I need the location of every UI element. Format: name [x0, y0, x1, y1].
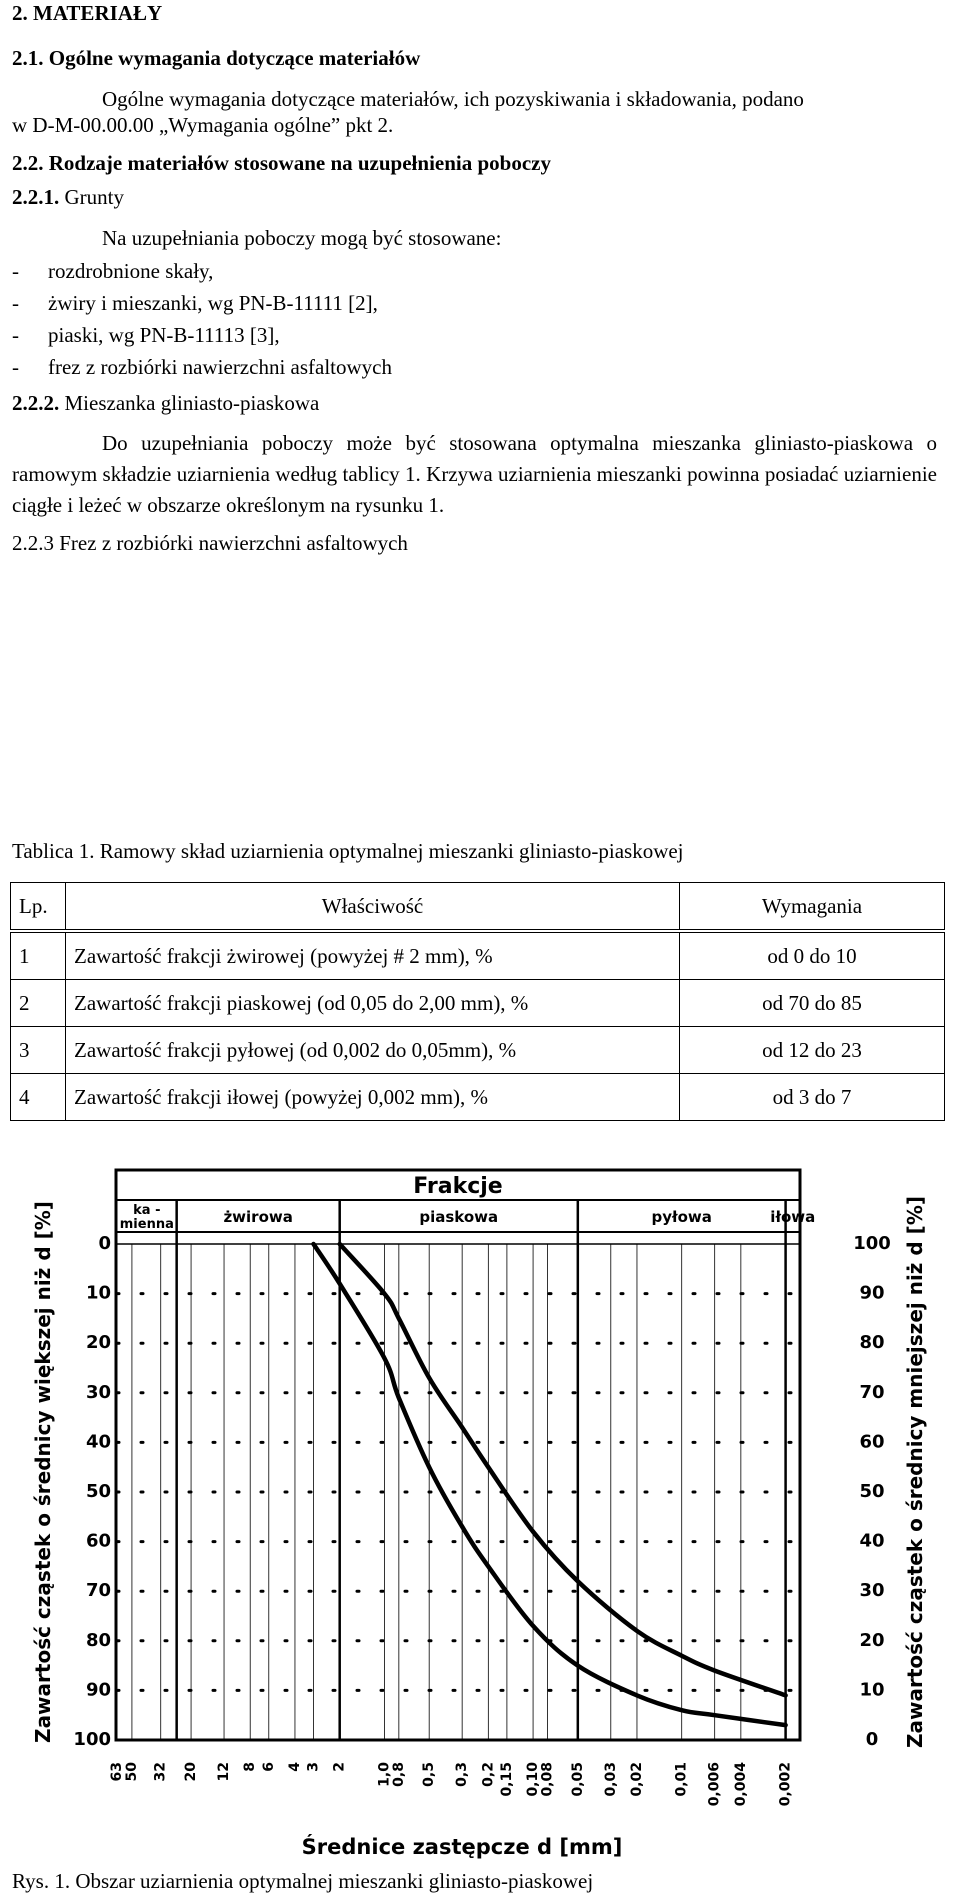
column-header-lp: Lp. — [11, 883, 66, 932]
y-tick-label-right: 100 — [853, 1233, 891, 1254]
section-number: 2.2.2. — [12, 391, 60, 415]
y-axis-title-left: Zawartość cząstek o średnicy większej niż d [%] — [31, 1201, 55, 1743]
list-dash: - — [12, 259, 19, 283]
y-tick-label-right: 30 — [859, 1580, 885, 1602]
x-tick-label: 0,10 — [525, 1762, 542, 1797]
table-cell-lp: 3 — [11, 1027, 66, 1074]
list-item-text: frez z rozbiórki nawierzchni asfaltowych — [48, 355, 392, 379]
table-cell-requirement: od 0 do 10 — [680, 931, 945, 980]
table-cell-property: Zawartość frakcji iłowej (powyżej 0,002 mm), % — [66, 1074, 680, 1121]
section-heading-2-1: 2.1. Ogólne wymagania dotyczące materiałów — [12, 46, 421, 70]
table-cell-requirement: od 12 do 23 — [680, 1027, 945, 1074]
x-tick-label: 0,2 — [480, 1762, 497, 1787]
table-caption: Tablica 1. Ramowy skład uziarnienia optymalnej mieszanki gliniasto-piaskowej — [12, 839, 684, 863]
x-tick-label: 0,05 — [569, 1762, 586, 1797]
fraction-label: ka - — [133, 1203, 161, 1218]
fraction-label: pyłowa — [651, 1208, 712, 1226]
list-dash: - — [12, 355, 19, 379]
y-tick-label-right: 90 — [859, 1282, 885, 1304]
section-title: Mieszanka gliniasto-piaskowa — [59, 391, 320, 415]
list-item-text: piaski, wg PN-B-11113 [3], — [48, 323, 280, 347]
x-tick-label: 0,01 — [673, 1762, 690, 1797]
y-tick-label-right: 50 — [859, 1481, 885, 1502]
y-tick-label-left: 0 — [98, 1233, 111, 1254]
x-tick-label: 0,5 — [421, 1762, 438, 1787]
table-cell-lp: 1 — [11, 931, 66, 980]
x-axis-title: Średnice zastępcze d [mm] — [301, 1835, 623, 1859]
section-title: Grunty — [59, 185, 124, 209]
x-tick-label: 0,006 — [706, 1762, 723, 1807]
table-row — [11, 1027, 945, 1074]
paragraph-2-2-2: Do uzupełniania poboczy może być stosowana optymalna mieszanka gliniasto-piaskowa o ramowym składzie uziarnienia według tablicy 1. Krzywa uziarnienia mieszanki powinna posiadać uziarnienie ciągłe i leżeć w obszarze określonym na rysunku 1. — [12, 431, 937, 517]
x-tick-label: 0,3 — [454, 1762, 471, 1787]
grading-curve-upper — [340, 1244, 786, 1695]
x-tick-label: 32 — [152, 1762, 169, 1782]
column-header-property: Właściwość — [66, 883, 680, 932]
x-tick-label: 3 — [305, 1762, 322, 1772]
y-tick-label-right: 0 — [865, 1729, 879, 1750]
fraction-label: żwirowa — [223, 1208, 293, 1226]
section-heading-2-2-3: 2.2.3 Frez z rozbiórki nawierzchni asfaltowych — [12, 531, 408, 555]
table-cell-property: Zawartość frakcji piaskowej (od 0,05 do 2,00 mm), % — [66, 980, 680, 1027]
y-tick-label-left: 40 — [85, 1431, 111, 1453]
table-cell-property: Zawartość frakcji pyłowej (od 0,002 do 0,05mm), % — [66, 1027, 680, 1074]
x-tick-label: 6 — [260, 1762, 277, 1772]
x-tick-label: 0,03 — [602, 1762, 619, 1797]
fraction-label: piaskowa — [419, 1208, 499, 1226]
section-heading-2-2-1 — [12, 184, 124, 210]
figure-caption: Rys. 1. Obszar uziarnienia optymalnej mieszanki gliniasto-piaskowej — [12, 1869, 594, 1893]
x-tick-label: 0,004 — [732, 1762, 749, 1807]
y-tick-label-right: 60 — [859, 1431, 885, 1453]
y-tick-label-left: 20 — [85, 1332, 111, 1354]
table-row — [11, 980, 945, 1027]
y-tick-label-left: 80 — [85, 1629, 111, 1651]
list-item-text: żwiry i mieszanki, wg PN-B-11111 [2], — [48, 291, 378, 315]
table-cell-requirement: od 70 do 85 — [680, 980, 945, 1027]
x-tick-label: 12 — [216, 1762, 233, 1782]
requirements-table — [10, 882, 945, 1121]
section-number: 2.2.1. — [12, 185, 60, 209]
table-header-row — [11, 883, 945, 932]
fraction-label: mienna — [119, 1217, 174, 1232]
y-tick-label-left: 60 — [85, 1530, 111, 1552]
table-row — [11, 1074, 945, 1121]
chart-title: Frakcje — [413, 1174, 503, 1199]
table-cell-lp: 2 — [11, 980, 66, 1027]
paragraph-2-1-line2: w D-M-00.00.00 „Wymagania ogólne” pkt 2. — [12, 113, 394, 137]
y-tick-label-left: 50 — [85, 1481, 111, 1502]
y-tick-label-right: 40 — [859, 1530, 885, 1552]
y-tick-label-left: 10 — [85, 1282, 111, 1304]
fraction-label: iłowa — [770, 1208, 816, 1226]
x-tick-label: 0,02 — [628, 1762, 645, 1797]
table-cell-lp: 4 — [11, 1074, 66, 1121]
x-tick-label: 0,002 — [777, 1762, 794, 1807]
paragraph-2-1-line1: Ogólne wymagania dotyczące materiałów, ich pozyskiwania i składowania, podano — [102, 87, 804, 111]
y-tick-label-right: 70 — [859, 1381, 885, 1403]
y-tick-label-right: 10 — [859, 1679, 885, 1701]
x-tick-label: 20 — [183, 1762, 200, 1782]
y-tick-label-left: 100 — [73, 1729, 111, 1750]
section-heading-materialy: 2. MATERIAŁY — [12, 1, 163, 25]
y-tick-label-left: 70 — [85, 1580, 111, 1602]
table-cell-property: Zawartość frakcji żwirowej (powyżej # 2 mm), % — [66, 931, 680, 980]
list-item-text: rozdrobnione skały, — [48, 259, 214, 283]
y-tick-label-left: 30 — [85, 1381, 111, 1403]
table-row — [11, 931, 945, 980]
y-tick-label-left: 90 — [85, 1679, 111, 1701]
x-tick-label: 0,8 — [390, 1762, 407, 1787]
x-tick-label: 0,08 — [539, 1762, 556, 1797]
x-tick-label: 0,15 — [498, 1762, 515, 1797]
y-tick-label-right: 20 — [859, 1629, 885, 1651]
list-dash: - — [12, 291, 19, 315]
x-tick-label: 2 — [331, 1762, 348, 1772]
section-heading-2-2: 2.2. Rodzaje materiałów stosowane na uzupełnienia poboczy — [12, 151, 551, 175]
y-tick-label-right: 80 — [859, 1332, 885, 1354]
column-header-requirement: Wymagania — [680, 883, 945, 932]
list-dash: - — [12, 323, 19, 347]
section-heading-2-2-2 — [12, 390, 319, 416]
chart-frame — [116, 1170, 800, 1740]
paragraph-2-2-1: Na uzupełniania poboczy mogą być stosowane: — [102, 226, 502, 250]
y-axis-title-right: Zawartość cząstek o średnicy mniejszej niż d [%] — [903, 1195, 927, 1749]
x-tick-label: 8 — [242, 1762, 259, 1772]
x-tick-label: 63 — [109, 1762, 125, 1782]
grading-chart — [0, 1160, 960, 1860]
x-tick-label: 50 — [123, 1762, 140, 1782]
x-tick-label: 4 — [286, 1762, 303, 1772]
x-tick-label: 1,0 — [376, 1762, 393, 1787]
table-cell-requirement: od 3 do 7 — [680, 1074, 945, 1121]
